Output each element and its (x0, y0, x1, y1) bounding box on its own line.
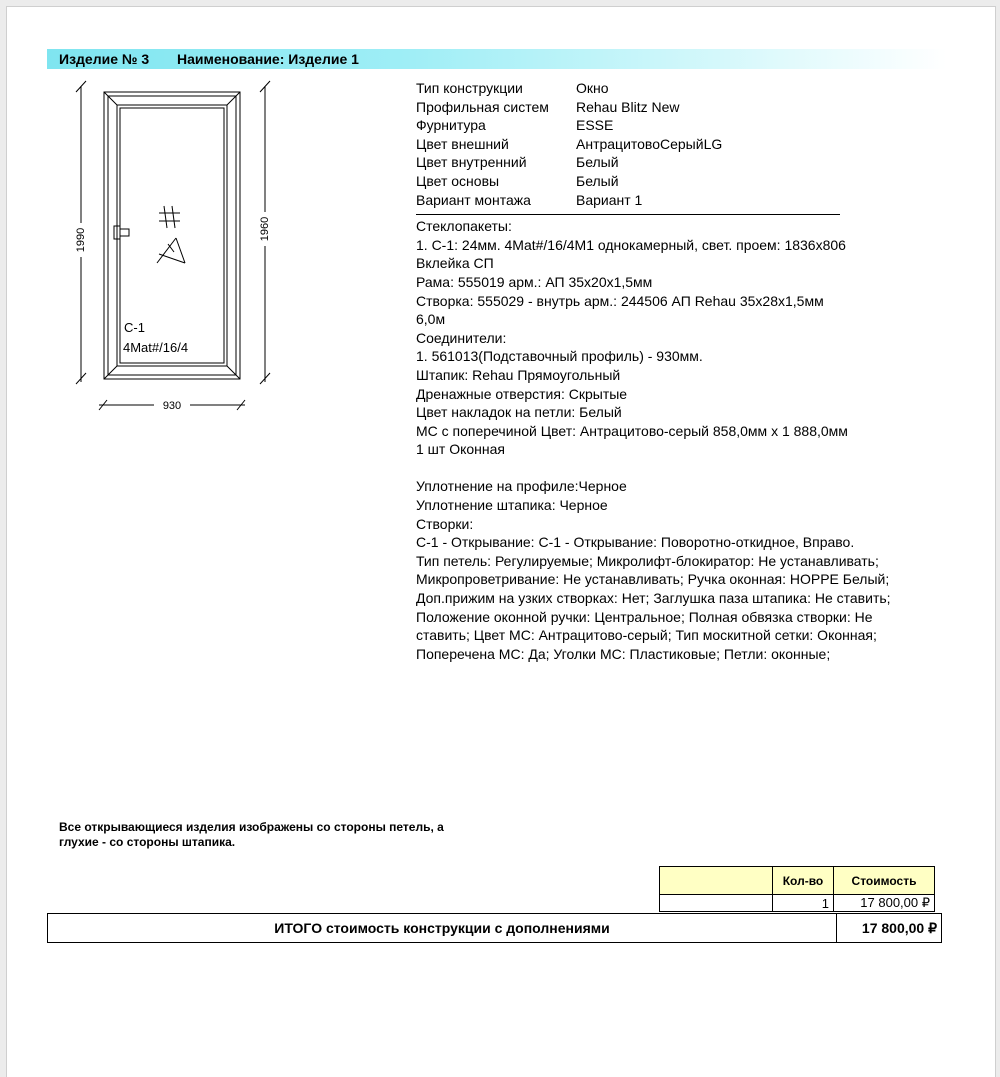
spec-line: 1. 561013(Подставочный профиль) - 930мм. (416, 348, 703, 365)
empty-cell (660, 895, 773, 912)
spec-row-color-outer (416, 135, 936, 154)
sash-opening-text: С-1 - Открывание: С-1 - Открывание: Поворотно-откидное, Вправо. (416, 534, 855, 551)
price-table (659, 866, 935, 912)
item-number: Изделие № 3 (59, 51, 150, 67)
spec-divider (416, 214, 840, 215)
spec-label: Профильная систем (416, 98, 549, 115)
spec-label: Цвет основы (416, 172, 500, 189)
spec-row-profile (416, 98, 936, 117)
spec-line: Уплотнение на профиле:Черное (416, 478, 627, 495)
spec-label: Цвет внутренний (416, 154, 527, 171)
spec-label: Цвет внешний (416, 135, 509, 152)
spec-row-mounting (416, 191, 936, 210)
height-outer-label: 1990 (75, 227, 87, 253)
glass-label: 4Mat#/16/4 (123, 340, 189, 355)
spec-line: 1 шт Оконная (416, 441, 505, 458)
sash-options-text: Тип петель: Регулируемые; Микролифт-блокиратор: Не устанавливать; Микропроветривание: Не устанавливать; Ручка оконная: HOPPE Белый; Доп.прижим на узких створках: Нет; Заглушка паза штапика: Не ставить; Положение оконной ручки: Центральное; Полная обвязка створки: Не ставить; Цвет МС: Антрацитово-серый; Тип москитной сетки: Оконная; Поперечена МС: Да; Уголки МС: Пластиковые; Петли: оконные; (416, 552, 891, 662)
drawing-note: Все открывающиеся изделия изображены со стороны петель, а глухие - со стороны штапика. (59, 820, 444, 849)
spec-value: Окно (576, 80, 609, 96)
qty-header: Кол-во (773, 867, 834, 895)
spec-line: Рама: 555019 арм.: АП 35х20х1,5мм (416, 273, 653, 290)
spec-line: МС с поперечиной Цвет: Антрацитово-серый 858,0мм x 1 888,0мм (416, 422, 848, 439)
cost-value: 17 800,00 ₽ (834, 895, 935, 912)
spec-row-color-inner (416, 153, 936, 172)
spec-value: ESSE (576, 117, 614, 134)
spec-label: Фурнитура (416, 117, 486, 134)
window-drawing (55, 72, 285, 422)
window-drawing-svg (55, 72, 285, 417)
empty-header-cell (660, 867, 773, 895)
spec-label: Вариант монтажа (416, 191, 531, 208)
spec-line: Створки: (416, 515, 474, 532)
spec-value: Белый (576, 154, 619, 171)
spec-line: Штапик: Rehau Прямоугольный (416, 366, 621, 383)
total-label: ИТОГО стоимость конструкции с дополнениями (48, 914, 837, 942)
spec-row-hardware (416, 116, 936, 135)
spec-value: Вариант 1 (576, 191, 643, 208)
spec-line: Соединители: (416, 329, 507, 346)
spec-row-color-base (416, 172, 936, 191)
spec-block (416, 79, 936, 663)
total-value: 17 800,00 ₽ (861, 920, 937, 936)
total-row (47, 913, 942, 943)
height-inner-label: 1960 (259, 216, 271, 242)
spec-value: Rehau Blitz New (576, 98, 680, 115)
sash-label: С-1 (124, 320, 145, 335)
spec-line: Цвет накладок на петли: Белый (416, 404, 622, 421)
cost-header: Стоимость (834, 867, 935, 895)
item-header (47, 49, 947, 69)
item-name: Наименование: Изделие 1 (177, 51, 359, 67)
spec-value: Белый (576, 172, 619, 189)
spec-line: Створка: 555029 - внутрь арм.: 244506 АП Rehau 35x28x1,5мм (416, 292, 824, 309)
spec-line: 6,0м (416, 311, 446, 328)
spec-line: Дренажные отверстия: Скрытые (416, 385, 628, 402)
spec-line: 1. С-1: 24мм. 4Mat#/16/4М1 однокамерный, свет. проем: 1836x806 (416, 236, 846, 253)
spec-line: Уплотнение штапика: Черное (416, 497, 608, 514)
spec-spacer (416, 459, 936, 478)
spec-value: АнтрацитовоСерыйLG (576, 135, 723, 152)
qty-value: 1 (773, 895, 834, 912)
width-label: 930 (162, 400, 182, 412)
spec-row-type (416, 79, 936, 98)
spec-label: Тип конструкции (416, 80, 523, 96)
spec-line: Вклейка СП (416, 255, 494, 272)
spec-line: Стеклопакеты: (416, 218, 512, 235)
